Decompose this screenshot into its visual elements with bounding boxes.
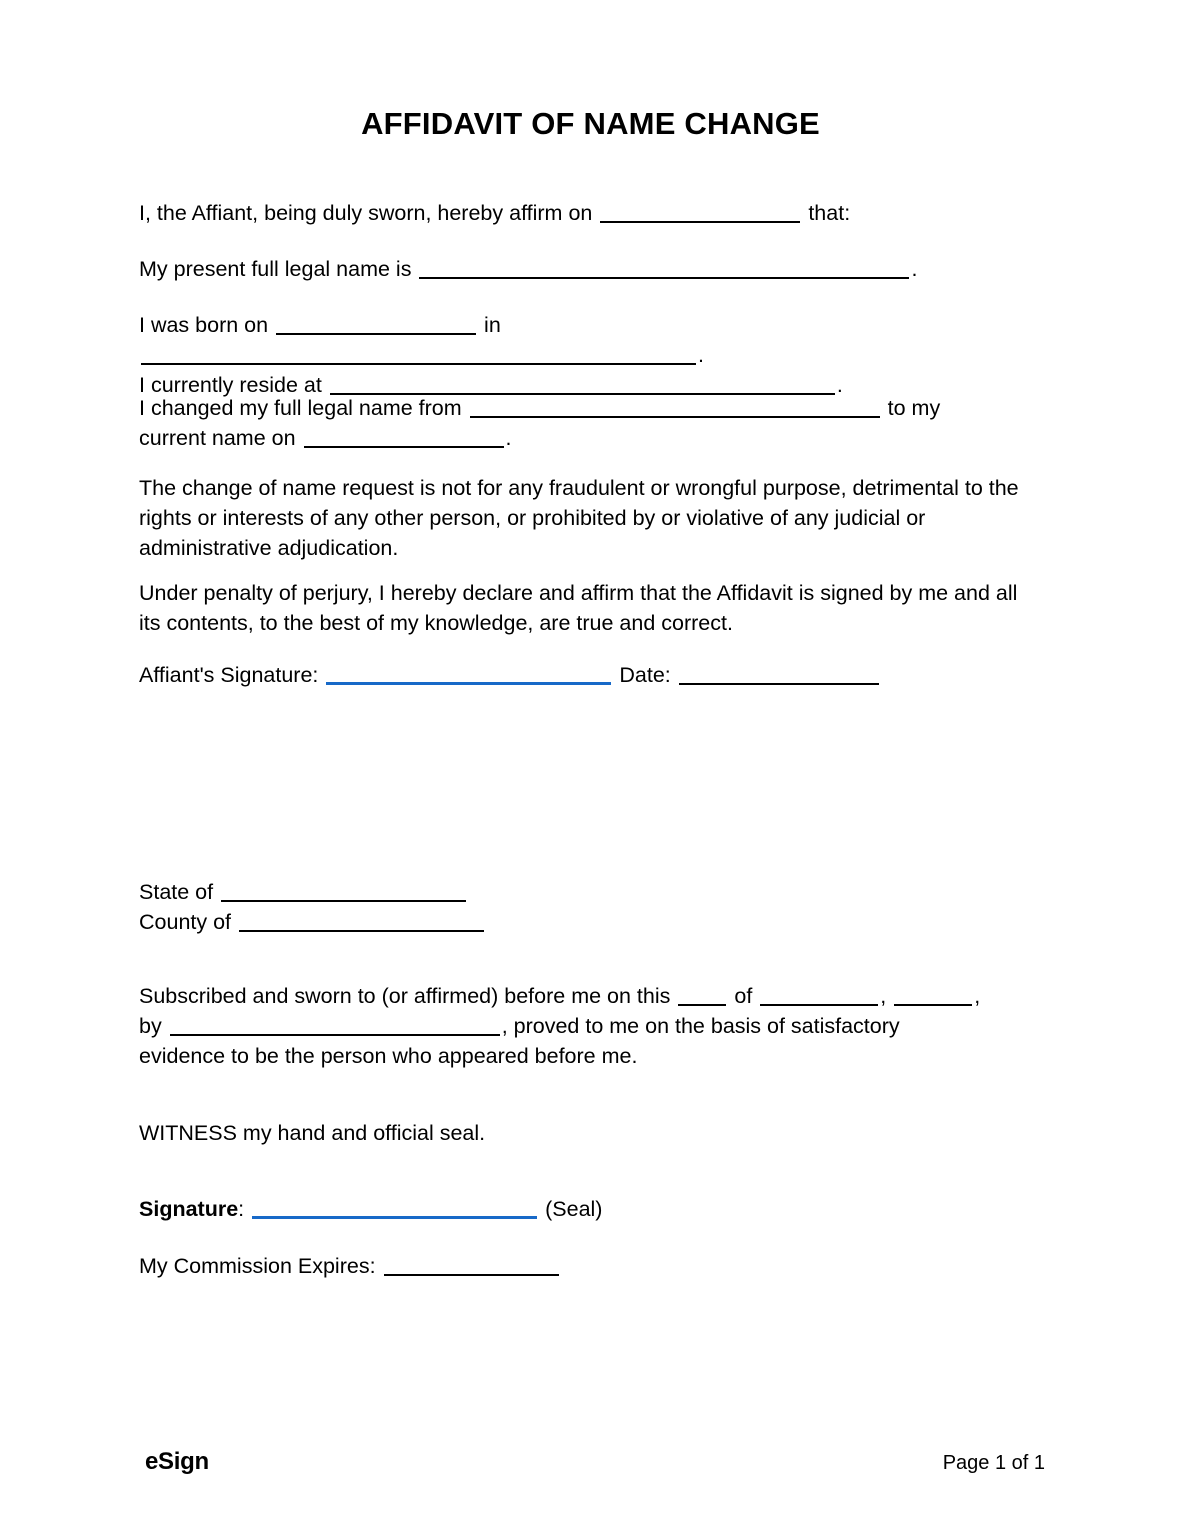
- name-change-period: .: [505, 426, 512, 450]
- state-label: State of: [139, 880, 214, 904]
- affiant-date-label: Date:: [619, 663, 671, 687]
- fraud-statement-section: [139, 473, 1039, 563]
- birth-line: [139, 310, 1049, 370]
- county-blank[interactable]: [239, 909, 484, 932]
- commission-section: [139, 1251, 1049, 1281]
- intro-text-after: that:: [808, 201, 851, 225]
- witness-text: WITNESS my hand and official seal.: [139, 1121, 486, 1145]
- residence-blank[interactable]: [330, 372, 835, 395]
- present-name-label: My present full legal name is: [139, 257, 412, 281]
- affiant-signature-label: Affiant's Signature:: [139, 663, 319, 687]
- venue-section: [139, 877, 1049, 937]
- subscribed-comma-2: ,: [974, 984, 981, 1008]
- esign-logo: eSign: [145, 1448, 209, 1475]
- page-title: AFFIDAVIT OF NAME CHANGE: [361, 106, 820, 141]
- affirm-date-blank[interactable]: [600, 200, 800, 223]
- name-change-line-1: [139, 393, 1049, 423]
- page-indicator: Page 1 of 1: [942, 1452, 1045, 1474]
- present-name-line: [139, 254, 1049, 284]
- subscribed-day-blank[interactable]: [678, 983, 726, 1006]
- present-name-section: [139, 254, 1049, 284]
- birth-label: I was born on: [139, 313, 269, 337]
- present-name-blank[interactable]: [419, 256, 909, 279]
- witness-section: [139, 1118, 1049, 1148]
- name-change-section: [139, 393, 1049, 453]
- name-change-from-label: I changed my full legal name from: [139, 396, 462, 420]
- subscribed-by-label: by: [139, 1014, 162, 1038]
- commission-label: My Commission Expires:: [139, 1254, 376, 1278]
- notary-signature-line: [139, 1194, 1049, 1224]
- notary-signature-section: [139, 1194, 1049, 1224]
- state-line: [139, 877, 1049, 907]
- residence-period: .: [836, 373, 843, 397]
- notary-signature-label: Signature: [139, 1197, 239, 1221]
- subscribed-text-2: of: [734, 984, 753, 1008]
- affiant-signature-field[interactable]: [326, 661, 611, 685]
- previous-name-blank[interactable]: [470, 395, 880, 418]
- subscribed-line-1: [139, 981, 1054, 1011]
- name-change-line-2: [139, 423, 1049, 453]
- affiant-date-field[interactable]: [679, 662, 879, 685]
- subscribed-by-after: , proved to me on the basis of satisfactory: [501, 1014, 900, 1038]
- subscribed-month-blank[interactable]: [760, 983, 878, 1006]
- subscribed-by-blank[interactable]: [170, 1013, 500, 1036]
- notary-signature-field[interactable]: [252, 1195, 537, 1219]
- perjury-statement-text: Under penalty of perjury, I hereby declare and affirm that the Affidavit is signed by me and all its contents, to the best of my knowledge, are true and correct.: [139, 581, 1018, 635]
- subscribed-line-2: [139, 1011, 1054, 1041]
- intro-text-before: I, the Affiant, being duly sworn, hereby affirm on: [139, 201, 593, 225]
- perjury-statement-section: [139, 578, 1039, 638]
- birth-residence-section: [139, 310, 1049, 400]
- intro-line: [139, 198, 1049, 228]
- present-name-period: .: [911, 257, 918, 281]
- current-name-on-label: current name on: [139, 426, 296, 450]
- birth-middle: in: [484, 313, 501, 337]
- intro-section: [139, 198, 1049, 228]
- notary-signature-colon: :: [238, 1197, 245, 1221]
- county-line: [139, 907, 1049, 937]
- subscribed-text-1: Subscribed and sworn to (or affirmed) before me on this: [139, 984, 671, 1008]
- birth-period: .: [698, 343, 704, 367]
- commission-line: [139, 1251, 1049, 1281]
- affiant-signature-line: [139, 660, 1049, 690]
- birth-place-blank[interactable]: [141, 342, 696, 365]
- subscribed-comma-1: ,: [880, 984, 887, 1008]
- state-blank[interactable]: [221, 879, 466, 902]
- name-change-date-blank[interactable]: [304, 425, 504, 448]
- fraud-statement-text: The change of name request is not for any fraudulent or wrongful purpose, detrimental to the rights or interests of any other person, or prohibited by or violative of any judicial or administrative adjudication.: [139, 476, 1019, 560]
- affiant-signature-section: [139, 660, 1049, 690]
- county-label: County of: [139, 910, 232, 934]
- birth-date-blank[interactable]: [276, 312, 476, 335]
- name-change-to-label: to my: [887, 396, 941, 420]
- subscribed-line-3: evidence to be the person who appeared before me.: [139, 1044, 638, 1068]
- subscribed-section: [139, 981, 1054, 1071]
- commission-date-blank[interactable]: [384, 1253, 559, 1276]
- seal-label: (Seal): [545, 1197, 603, 1221]
- subscribed-year-blank[interactable]: [894, 983, 972, 1006]
- residence-label: I currently reside at: [139, 373, 322, 397]
